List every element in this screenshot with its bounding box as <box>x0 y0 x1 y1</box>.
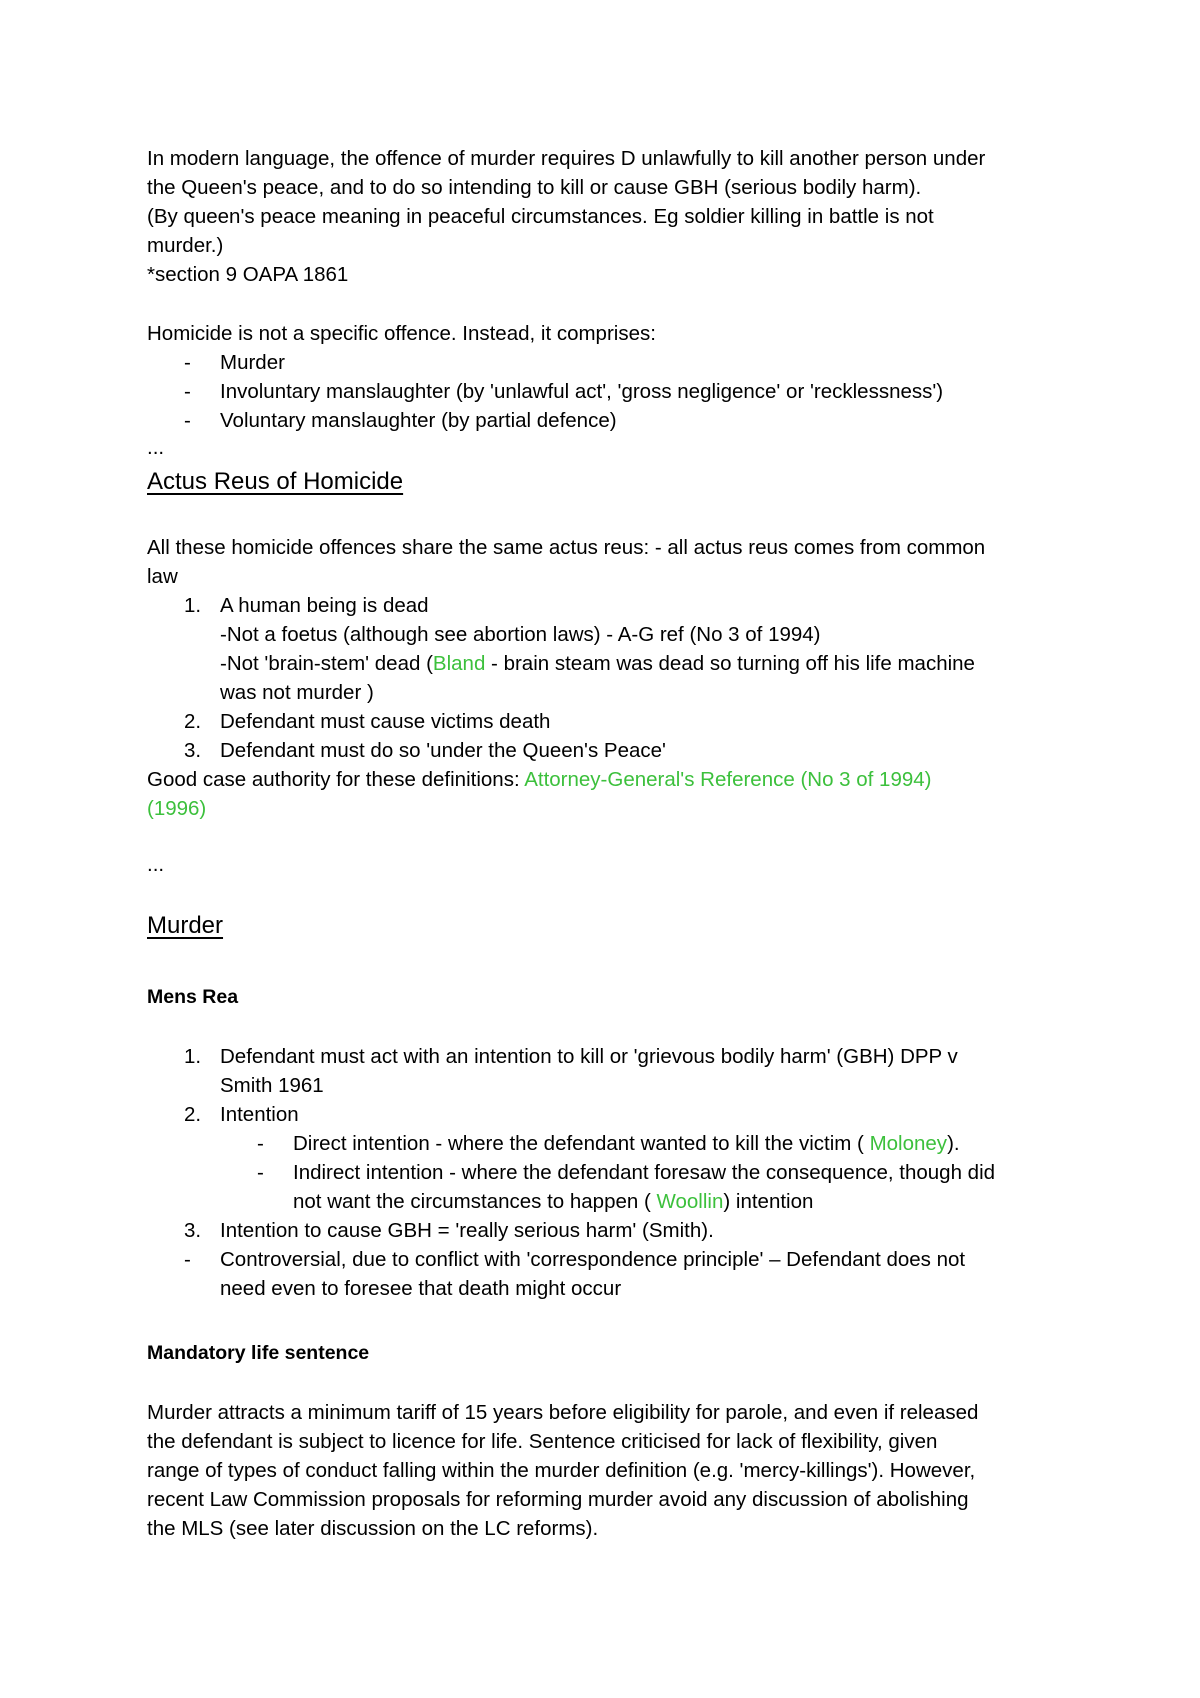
actus-reus-lead-line-1: All these homicide offences share the same actus reus: - all actus reus comes from common <box>147 536 986 559</box>
case-name-moloney: Moloney <box>869 1132 948 1155</box>
mls-paragraph-line: range of types of conduct falling within the murder definition (e.g. 'mercy-killings'). However, <box>147 1459 976 1482</box>
list-number: 1. <box>184 594 202 617</box>
actus-reus-item-2: Defendant must cause victims death <box>220 710 551 733</box>
direct-intention-text: Direct intention - where the defendant wanted to kill the victim ( <box>293 1132 870 1155</box>
brain-stem-text: -Not 'brain-stem' dead ( <box>220 652 433 675</box>
actus-reus-sub-brain-stem-line-2: was not murder ) <box>220 681 374 704</box>
list-bullet: - <box>184 1248 191 1271</box>
list-bullet: - <box>184 351 191 374</box>
mens-rea-item-1-line-2: Smith 1961 <box>220 1074 324 1097</box>
indirect-intention-text: not want the circumstances to happen ( <box>293 1190 657 1213</box>
controversial-note: Controversial, due to conflict with 'correspondence principle' – Defendant does not <box>220 1248 966 1271</box>
intro-line-2: the Queen's peace, and to do so intending to kill or cause GBH (serious bodily harm). <box>147 176 922 199</box>
case-name-ag-reference: Attorney-General's Reference (No 3 of 1994) <box>524 768 932 791</box>
case-name-ag-reference-year: (1996) <box>147 797 207 820</box>
list-number: 1. <box>184 1045 202 1068</box>
indirect-intention-line-2 <box>293 1187 813 1216</box>
mls-paragraph-line: the MLS (see later discussion on the LC reforms). <box>147 1517 599 1540</box>
mens-rea-item-2: Intention <box>220 1103 299 1126</box>
actus-reus-item-3: Defendant must do so 'under the Queen's Peace' <box>220 739 666 762</box>
list-number: 2. <box>184 1103 202 1126</box>
intro-line-5: *section 9 OAPA 1861 <box>147 263 349 286</box>
list-bullet: - <box>257 1132 264 1155</box>
mls-paragraph-line: Murder attracts a minimum tariff of 15 years before eligibility for parole, and even if released <box>147 1401 979 1424</box>
homicide-item-involuntary: Involuntary manslaughter (by 'unlawful act', 'gross negligence' or 'recklessness') <box>220 380 944 403</box>
intro-line-3: (By queen's peace meaning in peaceful circumstances. Eg soldier killing in battle is not <box>147 205 934 228</box>
intro-line-1: In modern language, the offence of murder requires D unlawfully to kill another person under <box>147 147 986 170</box>
homicide-item-voluntary: Voluntary manslaughter (by partial defence) <box>220 409 617 432</box>
list-bullet: - <box>257 1161 264 1184</box>
direct-intention <box>293 1129 960 1158</box>
list-number: 3. <box>184 1219 202 1242</box>
section-ellipsis: ... <box>147 436 165 459</box>
actus-reus-sub-brain-stem <box>220 649 975 678</box>
controversial-note-line-2: need even to foresee that death might occur <box>220 1277 622 1300</box>
section-ellipsis: ... <box>147 853 165 876</box>
mls-paragraph-line: the defendant is subject to licence for life. Sentence criticised for lack of flexibility, given <box>147 1430 938 1453</box>
subheading-mens-rea: Mens Rea <box>147 986 239 1008</box>
indirect-intention: Indirect intention - where the defendant foresaw the consequence, though did <box>293 1161 996 1184</box>
homicide-lead: Homicide is not a specific offence. Instead, it comprises: <box>147 322 656 345</box>
mens-rea-item-3: Intention to cause GBH = 'really serious harm' (Smith). <box>220 1219 714 1242</box>
list-bullet: - <box>184 409 191 432</box>
case-authority-line <box>147 765 932 794</box>
brain-stem-text-cont: - brain steam was dead so turning off his life machine <box>485 652 975 675</box>
case-name-woollin: Woollin <box>656 1190 724 1213</box>
list-bullet: - <box>184 380 191 403</box>
actus-reus-sub-foetus: -Not a foetus (although see abortion laws) - A-G ref (No 3 of 1994) <box>220 623 821 646</box>
subheading-mandatory-life-sentence: Mandatory life sentence <box>147 1342 370 1364</box>
list-number: 2. <box>184 710 202 733</box>
heading-murder: Murder <box>147 912 224 939</box>
intro-line-4: murder.) <box>147 234 224 257</box>
mens-rea-item-1: Defendant must act with an intention to kill or 'grievous bodily harm' (GBH) DPP v <box>220 1045 958 1068</box>
homicide-item-murder: Murder <box>220 351 285 374</box>
indirect-intention-close: ) intention <box>723 1190 814 1213</box>
case-name-bland: Bland <box>432 652 486 675</box>
actus-reus-item-1: A human being is dead <box>220 594 429 617</box>
actus-reus-lead-line-2: law <box>147 565 178 588</box>
case-authority-label: Good case authority for these definitions: <box>147 768 525 791</box>
direct-intention-close: ). <box>947 1132 960 1155</box>
heading-actus-reus: Actus Reus of Homicide <box>147 468 404 495</box>
mls-paragraph-line: recent Law Commission proposals for reforming murder avoid any discussion of abolishing <box>147 1488 969 1511</box>
list-number: 3. <box>184 739 202 762</box>
